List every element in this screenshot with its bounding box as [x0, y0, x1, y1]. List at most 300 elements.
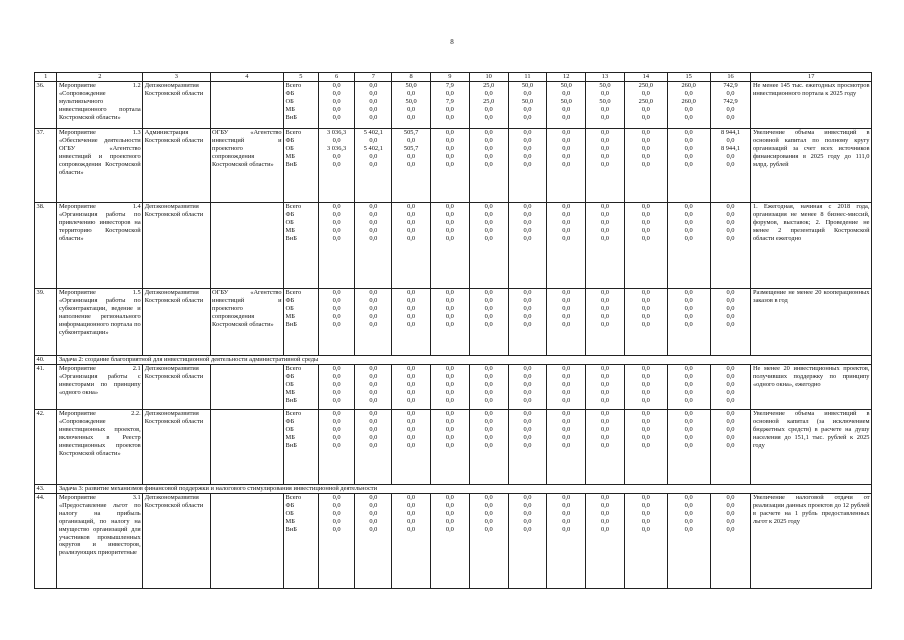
funding-source-label: ФБ	[285, 137, 295, 144]
value-text: 0,0	[484, 129, 493, 136]
value-cell	[430, 410, 469, 485]
value-text: 0,0	[684, 418, 693, 425]
value-text: 0,0	[407, 211, 416, 218]
value-text: 0,0	[684, 114, 693, 121]
value-text: 0,0	[332, 321, 341, 328]
value-text: 0,0	[445, 410, 454, 417]
value-text: 0,0	[726, 137, 735, 144]
value-text: 3 036,3	[327, 145, 347, 152]
value-text: 0,0	[601, 418, 609, 425]
value-text: 0,0	[726, 203, 735, 210]
value-text: 0,0	[407, 161, 416, 168]
value-cell	[667, 365, 710, 410]
value-cell	[624, 494, 667, 589]
value-text: 0,0	[407, 418, 416, 425]
value-text: 0,0	[601, 426, 609, 433]
value-text: 0,0	[562, 106, 571, 113]
value-text: 0,0	[407, 106, 416, 113]
value-text: 0,0	[641, 129, 650, 136]
value-text: 0,0	[601, 161, 609, 168]
value-text: 0,0	[562, 397, 571, 404]
value-text: 0,0	[369, 502, 378, 509]
value-text: 505,7	[403, 145, 419, 152]
value-text: 0,0	[445, 305, 454, 312]
value-text: 0,0	[523, 365, 532, 372]
value-text: 0,0	[562, 321, 571, 328]
value-cell	[469, 494, 508, 589]
value-text: 0,0	[332, 219, 341, 226]
value-cell	[710, 365, 751, 410]
funding-sources	[284, 129, 319, 203]
value-text: 0,0	[407, 137, 416, 144]
value-text: 0,0	[445, 434, 454, 441]
value-text: 0,0	[562, 297, 571, 304]
value-text: 0,0	[641, 114, 650, 121]
value-text: 0,0	[332, 313, 341, 320]
value-text: 0,0	[523, 518, 532, 525]
value-text: 0,0	[641, 397, 650, 404]
value-text: 0,0	[601, 526, 609, 533]
value-text: 0,0	[641, 426, 650, 433]
value-text: 0,0	[332, 494, 341, 501]
value-text: 0,0	[407, 313, 416, 320]
value-text: 0,0	[484, 297, 493, 304]
value-text: 0,0	[332, 410, 341, 417]
value-text: 0,0	[641, 219, 650, 226]
table-row	[35, 289, 872, 356]
participant	[210, 82, 283, 129]
value-text: 0,0	[641, 297, 650, 304]
value-text: 0,0	[369, 397, 378, 404]
value-text: 0,0	[601, 145, 609, 152]
value-text: 0,0	[684, 410, 693, 417]
value-text: 0,0	[332, 106, 341, 113]
value-text: 0,0	[369, 114, 378, 121]
value-text: 0,0	[726, 389, 735, 396]
value-text: 0,0	[369, 510, 378, 517]
value-text: 0,0	[684, 381, 693, 388]
value-text: 0,0	[641, 442, 650, 449]
value-text: 50,0	[521, 98, 534, 105]
funding-sources	[284, 82, 319, 129]
value-text: 0,0	[407, 203, 416, 210]
value-text: 0,0	[332, 203, 341, 210]
funding-source-label: Всего	[285, 365, 302, 372]
value-text: 0,0	[523, 442, 532, 449]
value-text: 3 036,3	[327, 129, 347, 136]
header-row	[35, 73, 872, 82]
value-text: 0,0	[684, 106, 693, 113]
value-cell	[355, 203, 392, 289]
value-text: 0,0	[684, 426, 693, 433]
value-text: 0,0	[726, 114, 735, 121]
value-cell	[710, 203, 751, 289]
value-text: 0,0	[407, 289, 416, 296]
value-text: 0,0	[523, 389, 532, 396]
value-text: 0,0	[407, 297, 416, 304]
value-cell	[624, 129, 667, 203]
value-cell	[469, 129, 508, 203]
value-cell	[547, 365, 586, 410]
value-text: 0,0	[684, 442, 693, 449]
value-text: 0,0	[601, 442, 609, 449]
value-text: 0,0	[684, 211, 693, 218]
value-text: 0,0	[641, 365, 650, 372]
value-text: 0,0	[407, 434, 416, 441]
value-text: 0,0	[641, 373, 650, 380]
funding-source-label: МБ	[285, 153, 295, 160]
value-text: 0,0	[332, 381, 341, 388]
page-number: 8	[450, 38, 454, 46]
value-cell	[667, 289, 710, 356]
value-cell	[392, 82, 431, 129]
table-row	[35, 410, 872, 485]
participant: ОГБУ «Агентство инвестиций и проектного сопровождения Костромской области»	[210, 289, 283, 356]
activity-name: Мероприятие 2.2. «Сопровождение инвестиционных проектов, включенных в Реестр инвестиционных проектов Костромской области»	[57, 410, 143, 485]
value-text: 0,0	[562, 442, 571, 449]
value-cell	[469, 365, 508, 410]
value-text: 0,0	[726, 510, 735, 517]
value-text: 0,0	[484, 494, 493, 501]
value-cell	[586, 494, 625, 589]
value-text: 0,0	[601, 235, 609, 242]
value-text: 0,0	[601, 434, 609, 441]
table-row	[35, 129, 872, 203]
value-text: 0,0	[369, 526, 378, 533]
value-text: 0,0	[445, 373, 454, 380]
value-text: 0,0	[641, 305, 650, 312]
value-text: 0,0	[726, 321, 735, 328]
header-cell: 6	[318, 73, 355, 82]
value-cell	[430, 82, 469, 129]
value-text: 0,0	[684, 129, 693, 136]
value-cell	[392, 289, 431, 356]
value-text: 0,0	[369, 389, 378, 396]
value-text: 0,0	[601, 373, 609, 380]
value-text: 0,0	[726, 526, 735, 533]
value-text: 0,0	[445, 153, 454, 160]
value-cell	[392, 410, 431, 485]
value-text: 0,0	[369, 90, 378, 97]
value-text: 0,0	[601, 313, 609, 320]
funding-source-label: ВнБ	[285, 321, 297, 328]
value-text: 0,0	[369, 373, 378, 380]
value-text: 25,0	[483, 98, 495, 105]
value-cell	[355, 494, 392, 589]
value-text: 0,0	[562, 381, 571, 388]
value-text: 0,0	[484, 90, 493, 97]
funding-source-label: Всего	[285, 410, 302, 417]
funding-source-label: ОБ	[285, 98, 294, 105]
value-text: 0,0	[445, 106, 454, 113]
value-text: 0,0	[332, 389, 341, 396]
value-text: 0,0	[484, 235, 493, 242]
header-cell: 9	[430, 73, 469, 82]
value-text: 0,0	[726, 297, 735, 304]
header-cell: 17	[751, 73, 872, 82]
value-text: 0,0	[407, 426, 416, 433]
value-text: 0,0	[369, 410, 378, 417]
value-text: 0,0	[523, 153, 532, 160]
value-cell	[430, 203, 469, 289]
value-text: 0,0	[369, 321, 378, 328]
value-text: 0,0	[523, 305, 532, 312]
value-text: 0,0	[562, 114, 571, 121]
value-text: 0,0	[484, 502, 493, 509]
value-text: 0,0	[684, 313, 693, 320]
value-text: 7,9	[445, 82, 454, 89]
value-text: 0,0	[726, 502, 735, 509]
value-text: 0,0	[562, 203, 571, 210]
value-text: 50,0	[560, 82, 572, 89]
value-text: 0,0	[445, 418, 454, 425]
value-text: 0,0	[332, 434, 341, 441]
value-text: 0,0	[641, 321, 650, 328]
value-text: 0,0	[445, 161, 454, 168]
value-text: 0,0	[369, 137, 378, 144]
value-text: 0,0	[684, 90, 693, 97]
value-text: 0,0	[332, 426, 341, 433]
value-cell	[318, 289, 355, 356]
header-cell: 10	[469, 73, 508, 82]
funding-sources	[284, 410, 319, 485]
value-text: 0,0	[407, 114, 416, 121]
value-text: 0,0	[523, 313, 532, 320]
value-text: 0,0	[726, 418, 735, 425]
value-cell	[392, 494, 431, 589]
value-text: 0,0	[332, 305, 341, 312]
value-cell	[508, 365, 547, 410]
value-cell	[355, 410, 392, 485]
value-text: 0,0	[684, 235, 693, 242]
value-cell	[586, 365, 625, 410]
value-cell	[430, 494, 469, 589]
value-text: 0,0	[641, 211, 650, 218]
value-text: 0,0	[332, 289, 341, 296]
value-text: 0,0	[484, 114, 493, 121]
funding-source-label: МБ	[285, 518, 295, 525]
value-text: 0,0	[641, 526, 650, 533]
value-text: 0,0	[726, 235, 735, 242]
participant: ОГБУ «Агентство инвестиций и проектного сопровождения Костромской области»	[210, 129, 283, 203]
value-text: 0,0	[562, 526, 571, 533]
value-text: 742,9	[723, 98, 738, 105]
value-cell	[318, 494, 355, 589]
activity-name: Мероприятие 1.5 «Организация работы по субконтрактации, ведение и наполнение регионального информационного портала по субконтрактации»	[57, 289, 143, 356]
value-text: 0,0	[369, 442, 378, 449]
value-cell	[508, 82, 547, 129]
funding-source-label: Всего	[285, 203, 302, 210]
value-cell	[508, 494, 547, 589]
funding-source-label: ВнБ	[285, 526, 297, 533]
value-text: 0,0	[562, 313, 571, 320]
value-text: 0,0	[445, 137, 454, 144]
value-cell	[508, 203, 547, 289]
value-text: 0,0	[726, 153, 735, 160]
value-cell	[508, 289, 547, 356]
value-text: 0,0	[332, 502, 341, 509]
executor: Депэкономразвития Костромской области	[143, 289, 210, 356]
value-text: 0,0	[562, 235, 571, 242]
value-text: 0,0	[445, 389, 454, 396]
funding-source-label: Всего	[285, 82, 302, 89]
value-text: 0,0	[641, 389, 650, 396]
value-text: 0,0	[684, 365, 693, 372]
row-number: 40.	[35, 356, 57, 365]
value-text: 0,0	[641, 227, 650, 234]
value-text: 0,0	[484, 145, 493, 152]
row-number: 41.	[35, 365, 57, 410]
value-text: 0,0	[562, 365, 571, 372]
value-cell	[586, 289, 625, 356]
activity-name: Мероприятие 2.1 «Организация работы с инвесторами по принципу «одного окна»	[57, 365, 143, 410]
header-cell: 8	[392, 73, 431, 82]
value-text: 0,0	[523, 227, 532, 234]
program-table	[34, 72, 872, 589]
value-text: 0,0	[684, 219, 693, 226]
value-text: 0,0	[332, 373, 341, 380]
value-text: 0,0	[484, 373, 493, 380]
value-text: 0,0	[726, 442, 735, 449]
value-text: 0,0	[332, 397, 341, 404]
value-cell	[586, 82, 625, 129]
value-text: 0,0	[369, 161, 378, 168]
value-text: 0,0	[445, 381, 454, 388]
value-text: 0,0	[641, 153, 650, 160]
value-text: 0,0	[445, 442, 454, 449]
value-text: 0,0	[369, 219, 378, 226]
funding-source-label: ОБ	[285, 145, 294, 152]
value-text: 0,0	[601, 227, 609, 234]
funding-sources	[284, 289, 319, 356]
value-cell	[667, 203, 710, 289]
value-text: 0,0	[726, 211, 735, 218]
value-text: 0,0	[523, 297, 532, 304]
row-number: 44.	[35, 494, 57, 589]
value-text: 0,0	[407, 153, 416, 160]
value-text: 50,0	[599, 98, 611, 105]
value-text: 0,0	[445, 129, 454, 136]
value-text: 5 402,1	[363, 129, 383, 136]
funding-source-label: Всего	[285, 494, 302, 501]
value-text: 0,0	[445, 510, 454, 517]
value-text: 250,0	[638, 98, 654, 105]
value-cell	[547, 129, 586, 203]
value-text: 0,0	[484, 381, 493, 388]
value-text: 505,7	[403, 129, 419, 136]
value-cell	[547, 410, 586, 485]
value-text: 5 402,1	[363, 145, 383, 152]
value-text: 0,0	[484, 510, 493, 517]
value-cell	[586, 203, 625, 289]
value-text: 0,0	[601, 510, 609, 517]
value-cell	[710, 494, 751, 589]
value-text: 0,0	[445, 321, 454, 328]
participant	[210, 494, 283, 589]
value-text: 0,0	[601, 137, 609, 144]
value-text: 0,0	[726, 90, 735, 97]
value-text: 0,0	[726, 289, 735, 296]
value-text: 0,0	[484, 418, 493, 425]
value-text: 0,0	[369, 297, 378, 304]
funding-source-label: МБ	[285, 434, 295, 441]
value-text: 260,0	[681, 98, 696, 105]
value-text: 0,0	[407, 389, 416, 396]
value-text: 0,0	[523, 434, 532, 441]
value-text: 0,0	[523, 129, 532, 136]
value-text: 0,0	[332, 90, 341, 97]
executor: Депэкономразвития Костромской области	[143, 365, 210, 410]
executor: Депэкономразвития Костромской области	[143, 203, 210, 289]
value-text: 0,0	[684, 297, 693, 304]
value-text: 0,0	[601, 381, 609, 388]
value-text: 0,0	[562, 90, 571, 97]
value-text: 0,0	[369, 518, 378, 525]
funding-source-label: ВнБ	[285, 397, 297, 404]
value-text: 0,0	[445, 297, 454, 304]
value-text: 0,0	[641, 137, 650, 144]
value-cell	[355, 129, 392, 203]
value-text: 0,0	[641, 289, 650, 296]
value-text: 0,0	[601, 389, 609, 396]
value-text: 0,0	[601, 397, 609, 404]
funding-source-label: МБ	[285, 313, 295, 320]
value-text: 0,0	[641, 510, 650, 517]
value-text: 0,0	[523, 494, 532, 501]
value-text: 0,0	[332, 418, 341, 425]
value-text: 0,0	[726, 397, 735, 404]
value-text: 0,0	[445, 526, 454, 533]
value-text: 0,0	[641, 313, 650, 320]
value-cell	[667, 129, 710, 203]
participant	[210, 203, 283, 289]
header-cell: 1	[35, 73, 57, 82]
value-text: 0,0	[484, 203, 493, 210]
header-cell: 4	[210, 73, 283, 82]
value-text: 0,0	[484, 106, 493, 113]
value-text: 0,0	[684, 397, 693, 404]
value-text: 0,0	[484, 442, 493, 449]
header-cell: 16	[710, 73, 751, 82]
expected-result: Размещение не менее 20 кооперационных заказов в год	[751, 289, 872, 356]
value-text: 0,0	[332, 153, 341, 160]
value-cell	[667, 494, 710, 589]
value-text: 0,0	[601, 203, 609, 210]
value-text: 0,0	[369, 211, 378, 218]
value-text: 50,0	[599, 82, 611, 89]
value-text: 7,9	[445, 98, 454, 105]
value-text: 0,0	[369, 289, 378, 296]
value-text: 0,0	[684, 494, 693, 501]
executor: Депэкономразвития Костромской области	[143, 494, 210, 589]
value-text: 0,0	[601, 518, 609, 525]
value-text: 0,0	[562, 518, 571, 525]
value-text: 0,0	[484, 426, 493, 433]
value-cell	[710, 129, 751, 203]
row-number: 39.	[35, 289, 57, 356]
value-text: 0,0	[641, 518, 650, 525]
value-text: 0,0	[523, 526, 532, 533]
value-text: 0,0	[523, 161, 532, 168]
value-text: 260,0	[681, 82, 696, 89]
activity-name: Мероприятие 1.3 «Обеспечение деятельности ОГБУ «Агентство инвестиций и проектного сопровождения Костромской области»	[57, 129, 143, 203]
value-cell	[624, 82, 667, 129]
value-text: 0,0	[601, 106, 609, 113]
funding-sources	[284, 203, 319, 289]
value-text: 0,0	[369, 227, 378, 234]
value-cell	[586, 129, 625, 203]
value-cell	[710, 289, 751, 356]
